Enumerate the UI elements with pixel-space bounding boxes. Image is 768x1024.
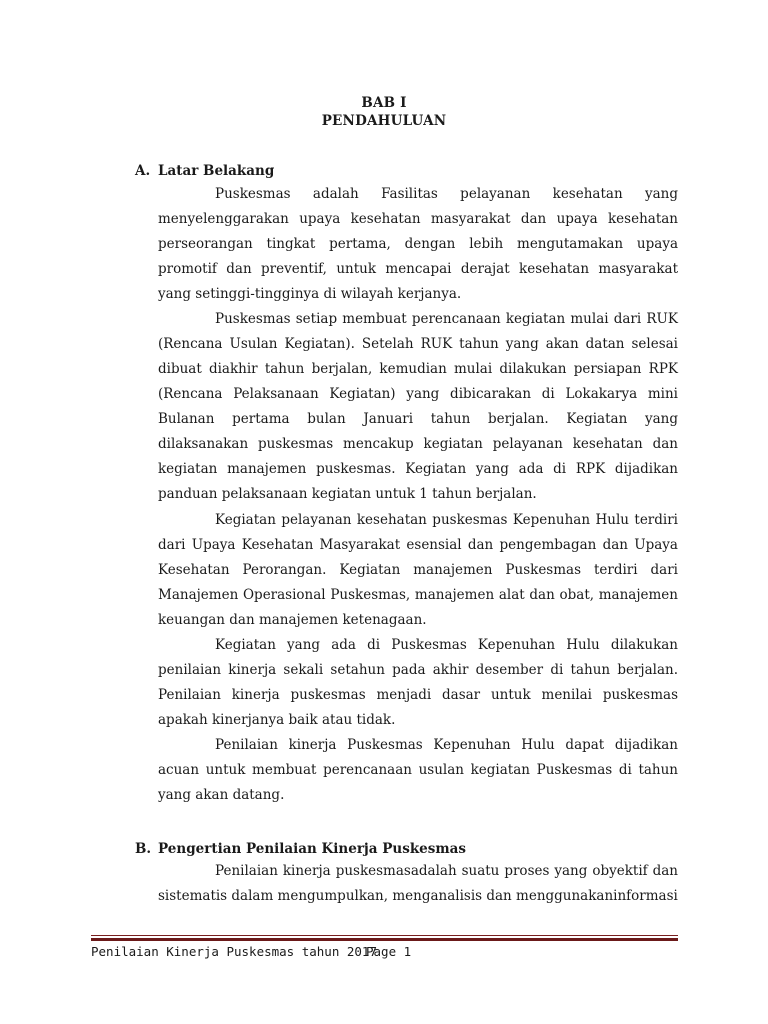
- section-a-paragraph-1: Puskesmas adalah Fasilitas pelayanan kesehatan yang menyelenggarakan upaya kesehatan masyarakat dan upaya kesehatan perseorangan tingkat pertama, dengan lebih mengutamakan upaya promotif dan preventif, untuk mencapai derajat kesehatan masyarakat yang setinggi-tingginya di wilayah kerjanya.: [158, 186, 678, 302]
- section-b-paragraph-1: Penilaian kinerja puskesmasadalah suatu proses yang obyektif dan sistematis dalam mengumpulkan, menganalisis dan menggunakaninformasi: [158, 863, 678, 904]
- section-a-paragraph-2: Puskesmas setiap membuat perencanaan kegiatan mulai dari RUK (Rencana Usulan Kegiatan). Setelah RUK tahun yang akan datan selesai dibuat diakhir tahun berjalan, kemudian mulai dilakukan persiapan RPK (Rencana Pelaksanaan Kegiatan) yang dibicarakan di Lokakarya mini Bulanan pertama bulan Januari tahun berjalan. Kegiatan yang dilaksanakan puskesmas mencakup kegiatan pelayanan kesehatan dan kegiatan manajemen puskesmas. Kegiatan yang ada di RPK dijadikan panduan pelaksanaan kegiatan untuk 1 tahun berjalan.: [158, 311, 678, 502]
- section-a-paragraph-4: Kegiatan yang ada di Puskesmas Kepenuhan Hulu dilakukan penilaian kinerja sekali setahun pada akhir desember di tahun berjalan. Penilaian kinerja puskesmas menjadi dasar untuk menilai puskesmas apakah kinerjanya baik atau tidak.: [158, 637, 678, 728]
- footer-page-number: Page 1: [366, 944, 412, 959]
- section-a-letter: A.: [135, 163, 151, 179]
- footer-rule-thin: [91, 935, 678, 936]
- section-a-paragraph-3: Kegiatan pelayanan kesehatan puskesmas Kepenuhan Hulu terdiri dari Upaya Kesehatan Masyarakat esensial dan pengembagan dan Upaya Kesehatan Perorangan. Kegiatan manajemen Puskesmas terdiri dari Manajemen Operasional Puskesmas, manajemen alat dan obat, manajemen keuangan dan manajemen ketenagaan.: [158, 512, 678, 628]
- footer-rule-thick: [91, 938, 678, 941]
- chapter-title: PENDAHULUAN: [321, 113, 447, 129]
- section-a-paragraph-5: Penilaian kinerja Puskesmas Kepenuhan Hulu dapat dijadikan acuan untuk membuat perencanaan usulan kegiatan Puskesmas di tahun yang akan datang.: [158, 737, 678, 803]
- section-b-letter: B.: [135, 841, 152, 857]
- section-a-title: Latar Belakang: [158, 163, 275, 179]
- section-a-heading: [135, 163, 274, 179]
- chapter-number: BAB I: [361, 95, 407, 111]
- section-b-heading: [135, 841, 466, 857]
- footer-title: Penilaian Kinerja Puskesmas tahun 2017: [91, 944, 377, 959]
- section-b-title: Pengertian Penilaian Kinerja Puskesmas: [158, 841, 467, 857]
